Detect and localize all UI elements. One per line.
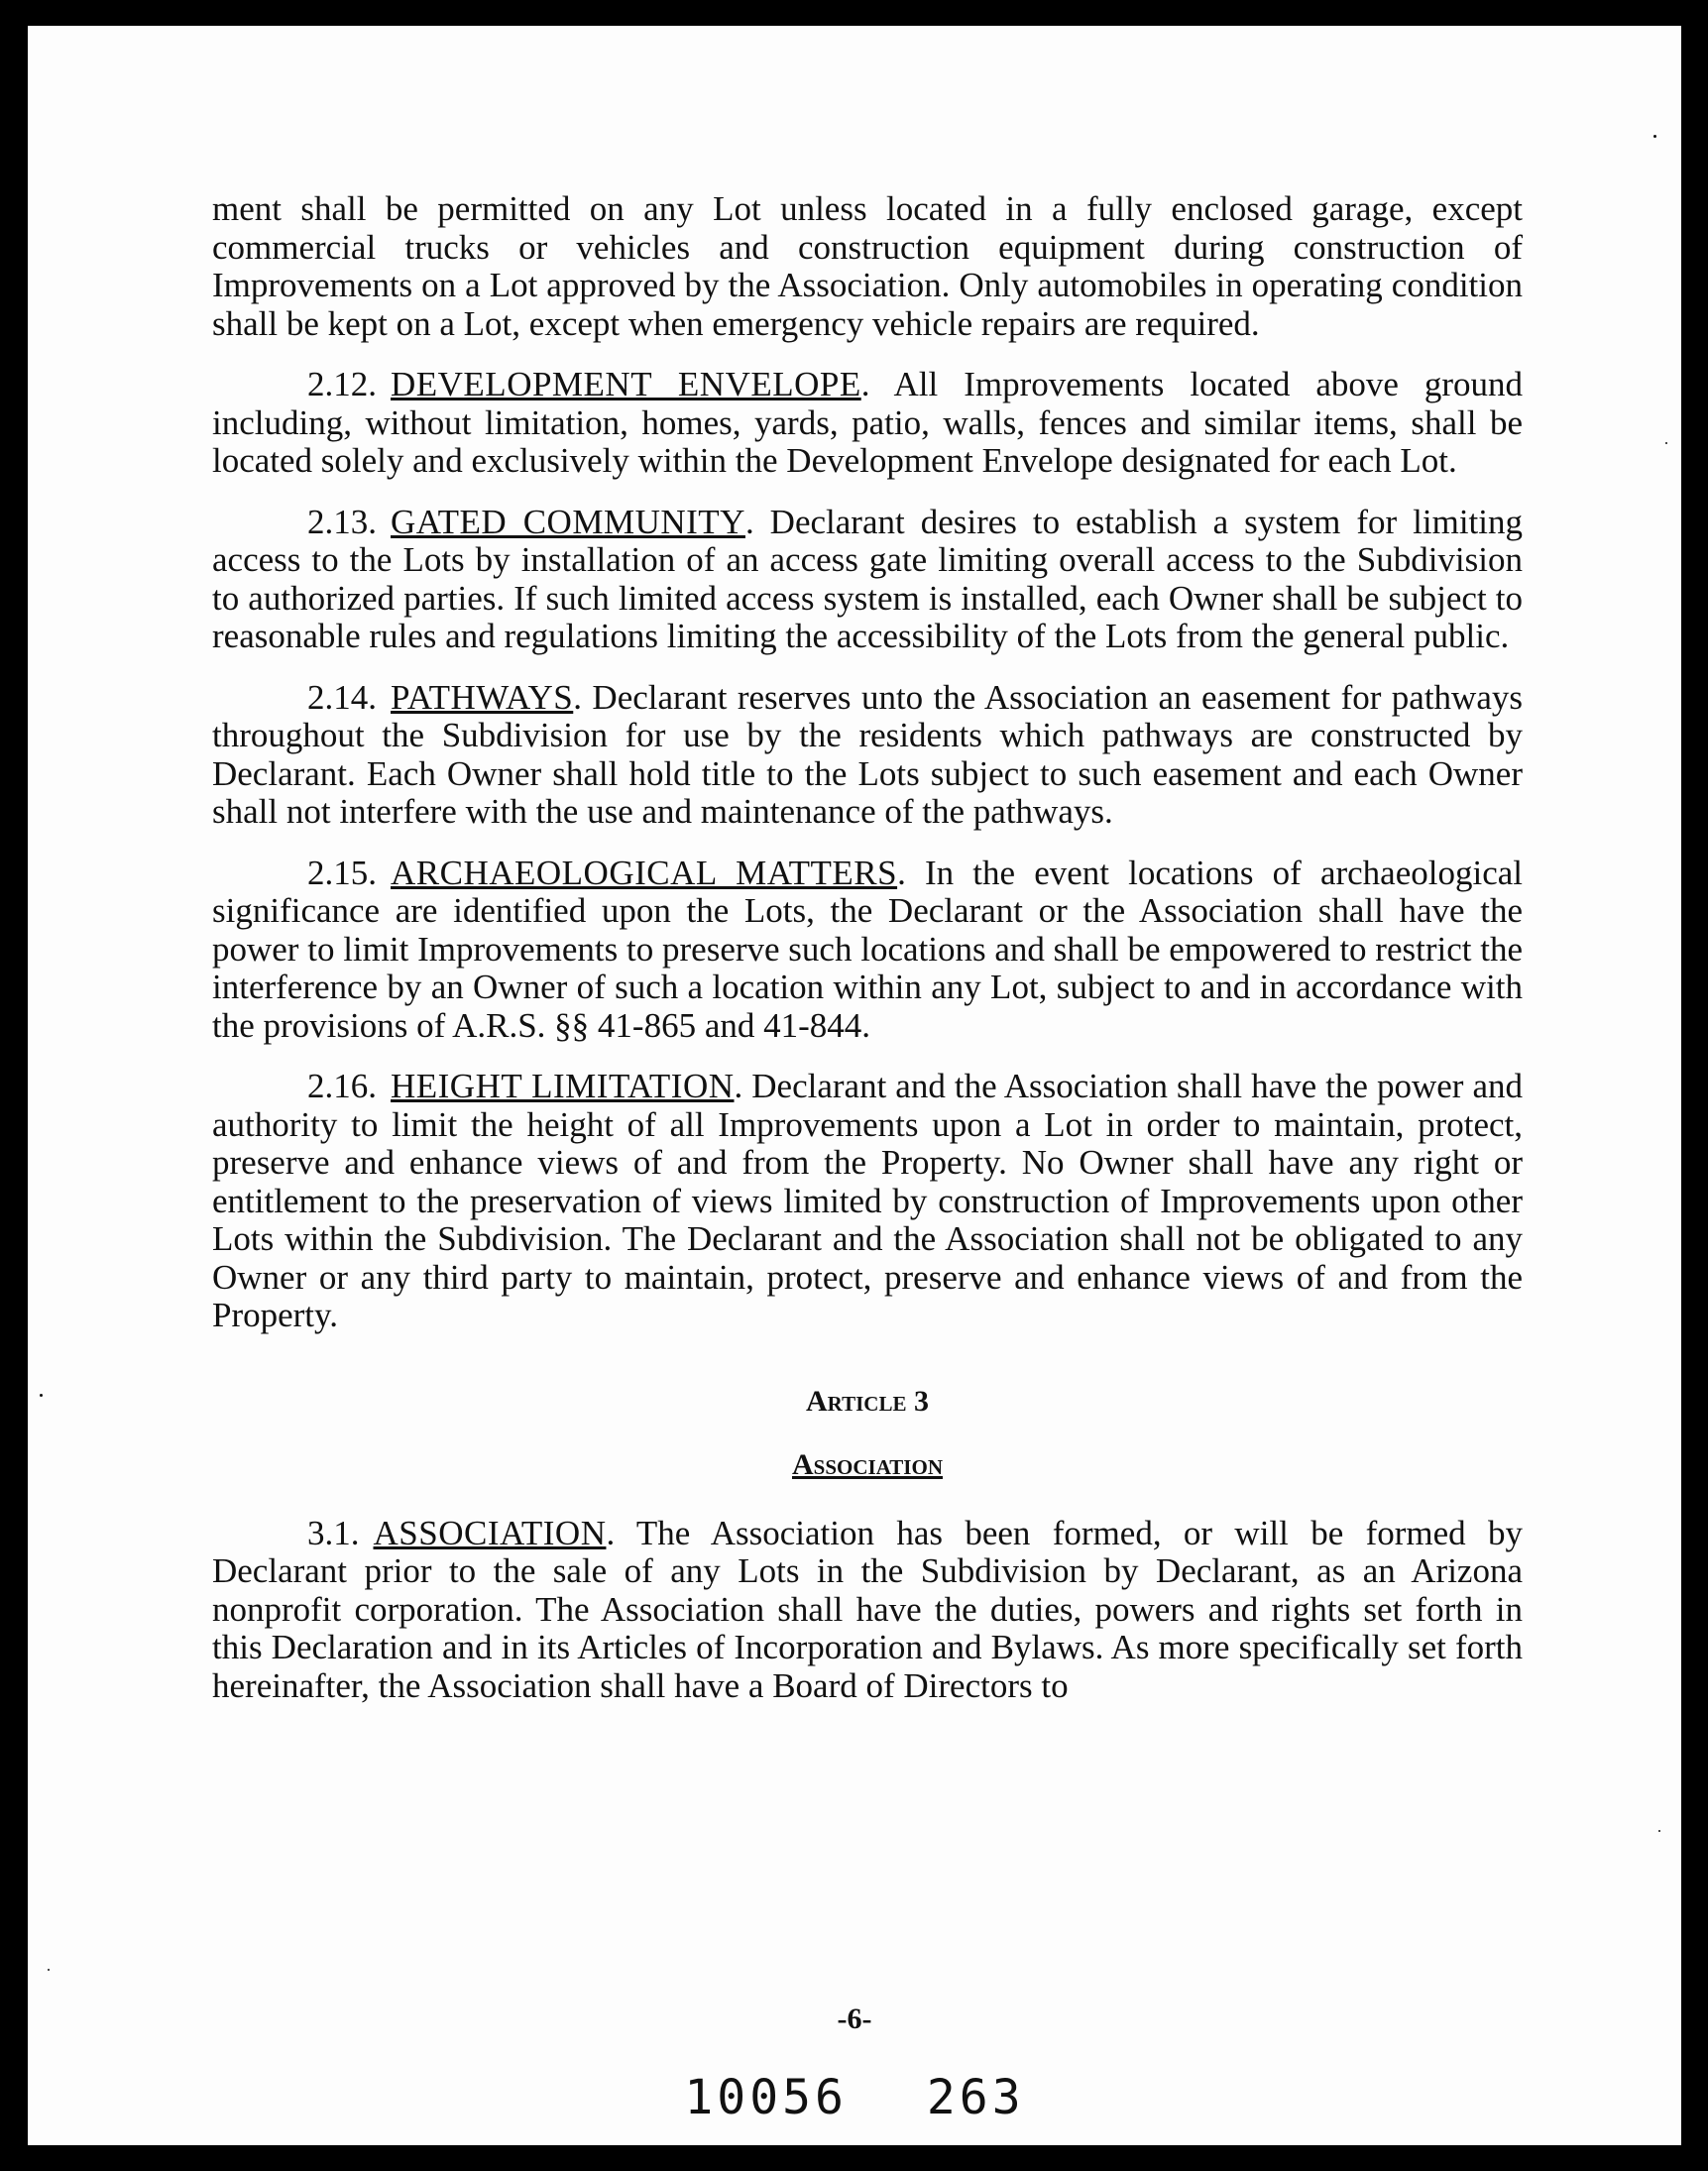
- section-2-14: [212, 679, 1523, 832]
- section-heading: GATED COMMUNITY: [391, 502, 745, 541]
- scan-speck: [48, 1969, 50, 1971]
- section-text: . In the event locations of archaeological significance are identified upon the Lots, the Declarant or the Association shall have the power to limit Improvements to preserve such locations and shall be empowered to restrict the interference by an Owner of such a location within any Lot, subject to and in accordance with the provisions of A.R.S. §§ 41-865 and 41-844.: [212, 853, 1523, 1045]
- scan-speck: [40, 1394, 43, 1397]
- document-id-part: 10056: [684, 2070, 848, 2125]
- section-text: . Declarant reserves unto the Association an easement for pathways throughout the Subdivision for use by the residents which pathways are constructed by Declarant. Each Owner shall hold title to the Lots subject to such easement and each Owner shall not interfere with the use and maintenance of the pathways.: [212, 677, 1523, 831]
- document-id-part: 263: [926, 2070, 1025, 2125]
- section-heading: HEIGHT LIMITATION: [391, 1067, 735, 1105]
- section-number: 2.12.: [307, 365, 377, 403]
- scan-speck: [1658, 1830, 1660, 1832]
- section-text: . The Association has been formed, or will be formed by Declarant prior to the sale of any Lots in the Subdivision by Declarant, as an Arizona nonprofit corporation. The Association shall have the duties, powers and rights set forth in this Declaration and in its Articles of Incorporation and Bylaws. As more specifically set forth hereinafter, the Association shall have a Board of Directors to: [212, 1513, 1523, 1705]
- section-number: 2.16.: [307, 1067, 377, 1105]
- section-text: . All Improvements located above ground including, without limitation, homes, yards, patio, walls, fences and similar items, shall be located solely and exclusively within the Development Envelope designated for each Lot.: [212, 365, 1524, 480]
- section-heading: PATHWAYS: [391, 677, 574, 717]
- article-subtitle: Association: [792, 1448, 943, 1481]
- section-2-16: [212, 1068, 1523, 1335]
- document-body: [212, 190, 1523, 1728]
- scan-speck: [1653, 135, 1656, 138]
- page-number: -6-: [837, 2002, 872, 2035]
- section-number: 3.1.: [307, 1513, 360, 1552]
- section-2-15: [212, 855, 1523, 1046]
- section-number: 2.15.: [307, 853, 377, 892]
- scan-speck: [1665, 442, 1667, 444]
- section-heading: ASSOCIATION: [373, 1513, 607, 1552]
- intro-paragraph: ment shall be permitted on any Lot unless located in a fully enclosed garage, except commercial trucks or vehicles and construction equipment during construction of Improvements on a Lot approved by the Association. Only automobiles in operating condition shall be kept on a Lot, except when emergency vehicle repairs are required.: [212, 189, 1523, 343]
- document-id: [28, 2070, 1681, 2125]
- section-text: . Declarant desires to establish a system for limiting access to the Lots by installation of an access gate limiting overall access to the Subdivision to authorized parties. If such limited access system is installed, each Owner shall be subject to reasonable rules and regulations limiting the accessibility of the Lots from the general public.: [212, 502, 1523, 655]
- section-heading: ARCHAEOLOGICAL MATTERS: [391, 853, 898, 892]
- section-text: . Declarant and the Association shall have the power and authority to limit the height of all Improvements upon a Lot in order to maintain, protect, preserve and enhance views of and from the Property. No Owner shall have any right or entitlement to the preservation of views limited by construction of Improvements upon other Lots within the Subdivision. The Declarant and the Association shall not be obligated to any Owner or any third party to maintain, protect, preserve and enhance views of and from the Property.: [212, 1067, 1523, 1334]
- section-2-12: [212, 366, 1523, 481]
- article-title: Article 3: [806, 1384, 929, 1418]
- section-heading: DEVELOPMENT ENVELOPE: [391, 365, 861, 403]
- document-page: [28, 26, 1681, 2145]
- section-2-13: [212, 504, 1523, 656]
- section-number: 2.14.: [307, 677, 377, 717]
- section-3-1: [212, 1515, 1523, 1706]
- section-number: 2.13.: [307, 502, 377, 541]
